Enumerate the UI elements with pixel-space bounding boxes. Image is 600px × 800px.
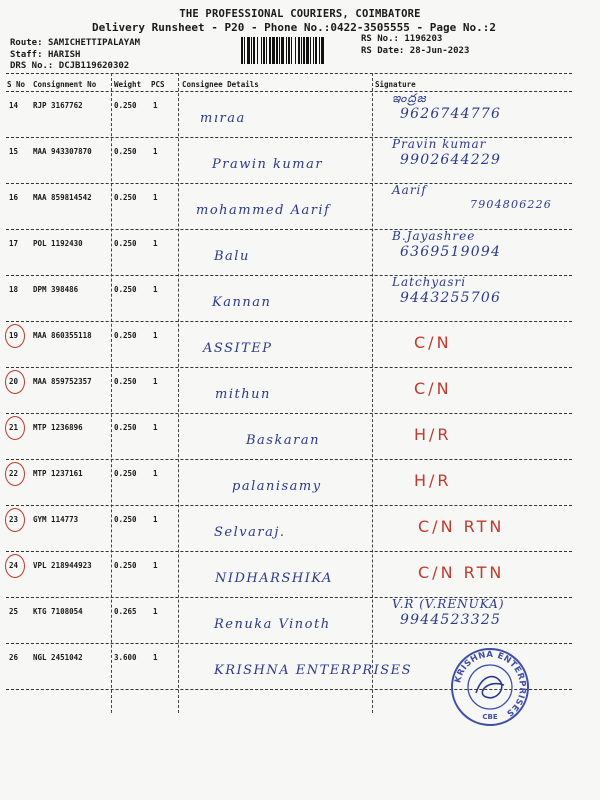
row-consignee-handwritten: mohammed Aarif	[196, 203, 331, 218]
row-signature-phone-handwritten: 9626744776	[400, 106, 502, 122]
row-signature-handwritten: C/N	[414, 379, 452, 398]
row-consignee-handwritten: palanisamy	[232, 479, 322, 494]
header-top-rule	[6, 73, 572, 74]
row-consignment-no: KTG 7108054	[33, 607, 83, 616]
row-divider	[6, 505, 572, 506]
row-consignee-handwritten: ASSITEP	[203, 341, 273, 356]
row-consignment-no: RJP 3167762	[33, 101, 83, 110]
route-value: SAMICHETTIPALAYAM	[47, 38, 141, 48]
column-header-consignee: Consignee Details	[182, 80, 259, 89]
row-consignment-no: MTP 1236896	[33, 423, 83, 432]
row-consignee-handwritten: Renuka Vinoth	[214, 617, 331, 632]
row-pcs: 1	[153, 469, 158, 478]
rs-no-label: RS No.:	[361, 34, 399, 44]
row-consignee-handwritten: mithun	[215, 387, 271, 402]
route-line	[10, 38, 140, 50]
row-consignment-no: MTP 1237161	[33, 469, 83, 478]
row-signature-handwritten: ఇంద్రజ	[392, 91, 427, 105]
row-consignment-no: NGL 2451042	[33, 653, 83, 662]
row-signature-handwritten: C/N	[414, 333, 452, 352]
row-consignee-handwritten: Selvaraj.	[214, 525, 286, 540]
row-pcs: 1	[153, 331, 158, 340]
row-signature-handwritten: Pravin kumar	[392, 137, 487, 151]
rs-no-line	[361, 34, 469, 46]
row-pcs: 1	[153, 423, 158, 432]
row-weight: 0.250	[114, 469, 137, 478]
row-consignment-no: VPL 218944923	[33, 561, 92, 570]
row-weight: 3.600	[114, 653, 137, 662]
runsheet-meta-right	[361, 34, 469, 57]
row-sno: 14	[9, 101, 19, 110]
staff-line	[10, 50, 140, 62]
row-consignee-handwritten: NIDHARSHIKA	[215, 571, 333, 586]
runsheet-meta-left	[10, 38, 140, 73]
barcode	[241, 37, 353, 64]
row-divider	[6, 183, 572, 184]
row-signature-handwritten: C/N RTN	[418, 517, 505, 536]
column-header-signature: Signature	[375, 80, 416, 89]
row-sno: 17	[9, 239, 19, 248]
row-pcs: 1	[153, 653, 158, 662]
row-pcs: 1	[153, 285, 158, 294]
row-pcs: 1	[153, 515, 158, 524]
table-row	[0, 599, 600, 645]
row-sno: 16	[9, 193, 19, 202]
row-sno: 26	[9, 653, 19, 662]
rs-no-value: 1196203	[404, 34, 443, 44]
row-weight: 0.250	[114, 561, 137, 570]
staff-label: Staff:	[10, 49, 43, 60]
row-signature-handwritten: Latchyasri	[392, 275, 467, 289]
row-sno: 18	[9, 285, 19, 294]
row-signature-handwritten: B.Jayashree	[392, 229, 476, 243]
row-signature-handwritten: Aarif	[392, 183, 427, 197]
row-sno: 25	[9, 607, 19, 616]
company-seal-stamp	[448, 645, 532, 729]
svg-text:CBE: CBE	[482, 713, 498, 721]
runsheet-subtitle: Delivery Runsheet - P20 - Phone No.:0422-3505555 - Page No.:2	[92, 21, 496, 34]
company-title: THE PROFESSIONAL COURIERS, COIMBATORE	[179, 8, 421, 20]
row-consignment-no: MAA 859814542	[33, 193, 92, 202]
row-consignment-no: DPM 398486	[33, 285, 79, 294]
row-signature-phone-handwritten: 9944523325	[400, 612, 502, 628]
column-header-consignment: Consignment No	[33, 80, 97, 89]
row-sno: 21	[9, 423, 19, 432]
row-pcs: 1	[153, 377, 158, 386]
row-signature-phone-handwritten: 9902644229	[400, 152, 502, 168]
row-pcs: 1	[153, 607, 158, 616]
table-row	[0, 415, 600, 461]
row-weight: 0.250	[114, 101, 137, 110]
row-weight: 0.250	[114, 193, 137, 202]
row-sno: 20	[9, 377, 19, 386]
row-consignment-no: MAA 943307870	[33, 147, 92, 156]
table-row	[0, 507, 600, 553]
table-row	[0, 553, 600, 599]
row-consignment-no: MAA 859752357	[33, 377, 92, 386]
row-divider	[6, 229, 572, 230]
row-signature-handwritten: C/N RTN	[418, 563, 505, 582]
row-pcs: 1	[153, 101, 158, 110]
row-divider	[6, 551, 572, 552]
staff-value: HARISH	[47, 49, 81, 60]
row-pcs: 1	[153, 193, 158, 202]
row-signature-handwritten: V.R (V.RENUKA)	[392, 597, 505, 611]
row-consignee-handwritten: Kannan	[212, 295, 272, 310]
header-bottom-rule	[6, 91, 572, 92]
table-row	[0, 323, 600, 369]
row-divider	[6, 459, 572, 460]
column-header-weight: Weight	[114, 80, 142, 89]
row-sno: 24	[9, 561, 19, 570]
row-divider	[6, 137, 572, 138]
row-divider	[6, 643, 572, 644]
table-row	[0, 185, 600, 231]
row-weight: 0.265	[114, 607, 137, 616]
row-consignee-handwritten: KRISHNA ENTERPRISES	[214, 663, 413, 678]
svg-text:KRISHNA ENTERPRISES: KRISHNA ENTERPRISES	[453, 649, 528, 719]
row-consignment-no: MAA 860355118	[33, 331, 92, 340]
row-consignee-handwritten: Balu	[214, 249, 250, 264]
row-signature-phone-handwritten: 6369519094	[400, 244, 502, 260]
table-row	[0, 461, 600, 507]
row-consignment-no: GYM 114773	[33, 515, 79, 524]
table-row	[0, 231, 600, 277]
row-sno: 22	[9, 469, 19, 478]
row-signature-phone-handwritten: 9443255706	[400, 290, 502, 306]
rs-date-value: 28-Jun-2023	[409, 45, 470, 56]
route-label: Route:	[10, 38, 43, 48]
row-divider	[6, 367, 572, 368]
row-weight: 0.250	[114, 515, 137, 524]
row-pcs: 1	[153, 239, 158, 248]
row-consignee-handwritten: Prawin kumar	[212, 157, 324, 172]
row-consignee-handwritten: mıraa	[200, 111, 246, 126]
table-row	[0, 139, 600, 185]
table-row	[0, 277, 600, 323]
column-header-sno: S No	[7, 80, 26, 89]
row-weight: 0.250	[114, 377, 137, 386]
rs-date-line	[361, 46, 469, 58]
drs-line	[10, 61, 140, 73]
row-sno: 15	[9, 147, 19, 156]
row-weight: 0.250	[114, 239, 137, 248]
row-weight: 0.250	[114, 285, 137, 294]
row-signature-phone-handwritten: 7904806226	[470, 198, 552, 211]
row-sno: 19	[9, 331, 19, 340]
table-row	[0, 93, 600, 139]
rs-date-label: RS Date:	[361, 45, 405, 56]
row-weight: 0.250	[114, 331, 137, 340]
drs-value: DCJB119620302	[58, 61, 130, 71]
row-divider	[6, 413, 572, 414]
table-row	[0, 369, 600, 415]
row-pcs: 1	[153, 147, 158, 156]
row-consignment-no: POL 1192430	[33, 239, 83, 248]
row-weight: 0.250	[114, 147, 137, 156]
row-signature-handwritten: H/R	[414, 425, 452, 444]
row-weight: 0.250	[114, 423, 137, 432]
row-signature-handwritten: H/R	[414, 471, 452, 490]
row-sno: 23	[9, 515, 19, 524]
row-consignee-handwritten: Baskaran	[246, 433, 320, 448]
drs-label: DRS No.:	[10, 61, 54, 71]
row-pcs: 1	[153, 561, 158, 570]
column-header-pcs: PCS	[151, 80, 165, 89]
row-divider	[6, 275, 572, 276]
row-divider	[6, 321, 572, 322]
